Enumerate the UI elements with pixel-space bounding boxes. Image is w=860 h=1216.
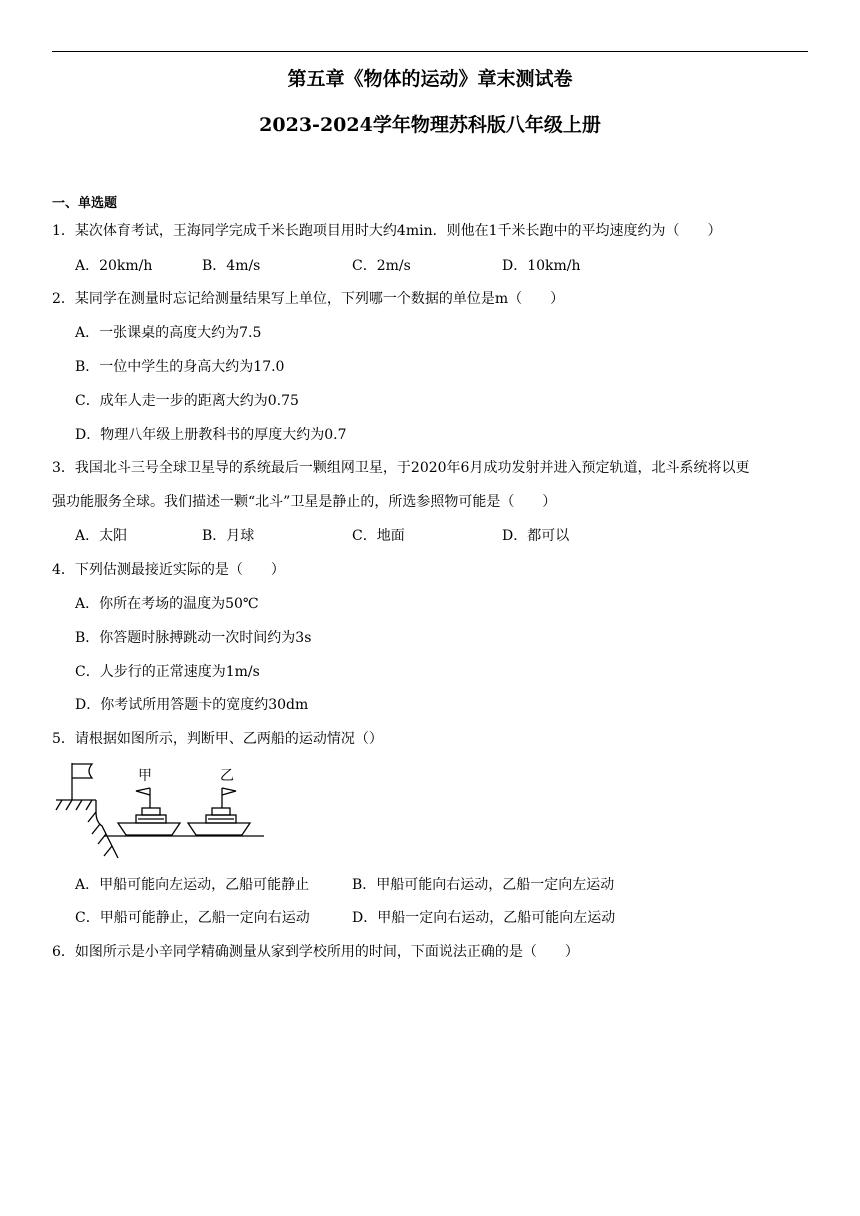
ship-jia-label: 甲 — [138, 768, 152, 784]
q5-option-d: D．甲船一定向右运动，乙船可能向左运动 — [352, 910, 616, 926]
q4-option-d: D．你考试所用答题卡的宽度约30dm — [75, 697, 309, 713]
q3-option-b: B．月球 — [202, 528, 255, 544]
q1-option-a: A．20km/h — [75, 258, 153, 274]
ships-figure — [52, 760, 266, 858]
page-title: 第五章《物体的运动》章末测试卷 — [287, 68, 573, 90]
ship-jia-icon — [118, 788, 180, 835]
q2-option-a: A．一张课桌的高度大约为7.5 — [75, 325, 262, 341]
q1-option-c: C．2m/s — [352, 258, 411, 274]
question-1-stem: 1．某次体育考试，王海同学完成千米长跑项目用时大约4min．则他在1千米长跑中的平均速度约为（ ） — [52, 223, 722, 239]
q3-option-c: C．地面 — [352, 528, 405, 544]
header-rule — [52, 51, 808, 52]
q2-option-d: D．物理八年级上册教科书的厚度大约为0.7 — [75, 427, 347, 443]
q4-option-c: C．人步行的正常速度为1m/s — [75, 664, 260, 680]
question-6-stem: 6．如图所示是小辛同学精确测量从家到学校所用的时间，下面说法正确的是（ ） — [52, 944, 579, 960]
q3-option-d: D．都可以 — [502, 528, 570, 544]
page-subtitle: 2023-2024学年物理苏科版八年级上册 — [259, 114, 601, 136]
ship-yi-icon — [188, 788, 250, 835]
question-4-stem: 4．下列估测最接近实际的是（ ） — [52, 562, 285, 578]
q1-option-b: B．4m/s — [202, 258, 261, 274]
q5-option-b: B．甲船可能向右运动，乙船一定向左运动 — [352, 877, 615, 893]
shore-flag-icon — [72, 763, 92, 800]
question-3-stem-line1: 3．我国北斗三号全球卫星导的系统最后一颗组网卫星，于2020年6月成功发射并进入预定轨道，北斗系统将以更 — [52, 460, 750, 476]
shore-bank-icon — [56, 800, 118, 858]
q2-option-b: B．一位中学生的身高大约为17.0 — [75, 359, 285, 375]
question-2-stem: 2．某同学在测量时忘记给测量结果写上单位，下列哪一个数据的单位是m（ ） — [52, 291, 565, 307]
question-5-stem: 5．请根据如图所示，判断甲、乙两船的运动情况（） — [52, 731, 383, 747]
q1-option-d: D．10km/h — [502, 258, 581, 274]
q2-option-c: C．成年人走一步的距离大约为0.75 — [75, 393, 299, 409]
q3-option-a: A．太阳 — [75, 528, 128, 544]
q4-option-a: A．你所在考场的温度为50℃ — [75, 596, 259, 612]
q4-option-b: B．你答题时脉搏跳动一次时间约为3s — [75, 630, 312, 646]
ship-yi-label: 乙 — [220, 768, 234, 784]
question-3-stem-line2: 强功能服务全球。我们描述一颗“北斗”卫星是静止的，所选参照物可能是（ ） — [52, 494, 557, 510]
q5-option-a: A．甲船可能向左运动，乙船可能静止 — [75, 877, 310, 893]
q5-option-c: C．甲船可能静止，乙船一定向右运动 — [75, 910, 310, 926]
section-heading: 一、单选题 — [52, 196, 118, 211]
